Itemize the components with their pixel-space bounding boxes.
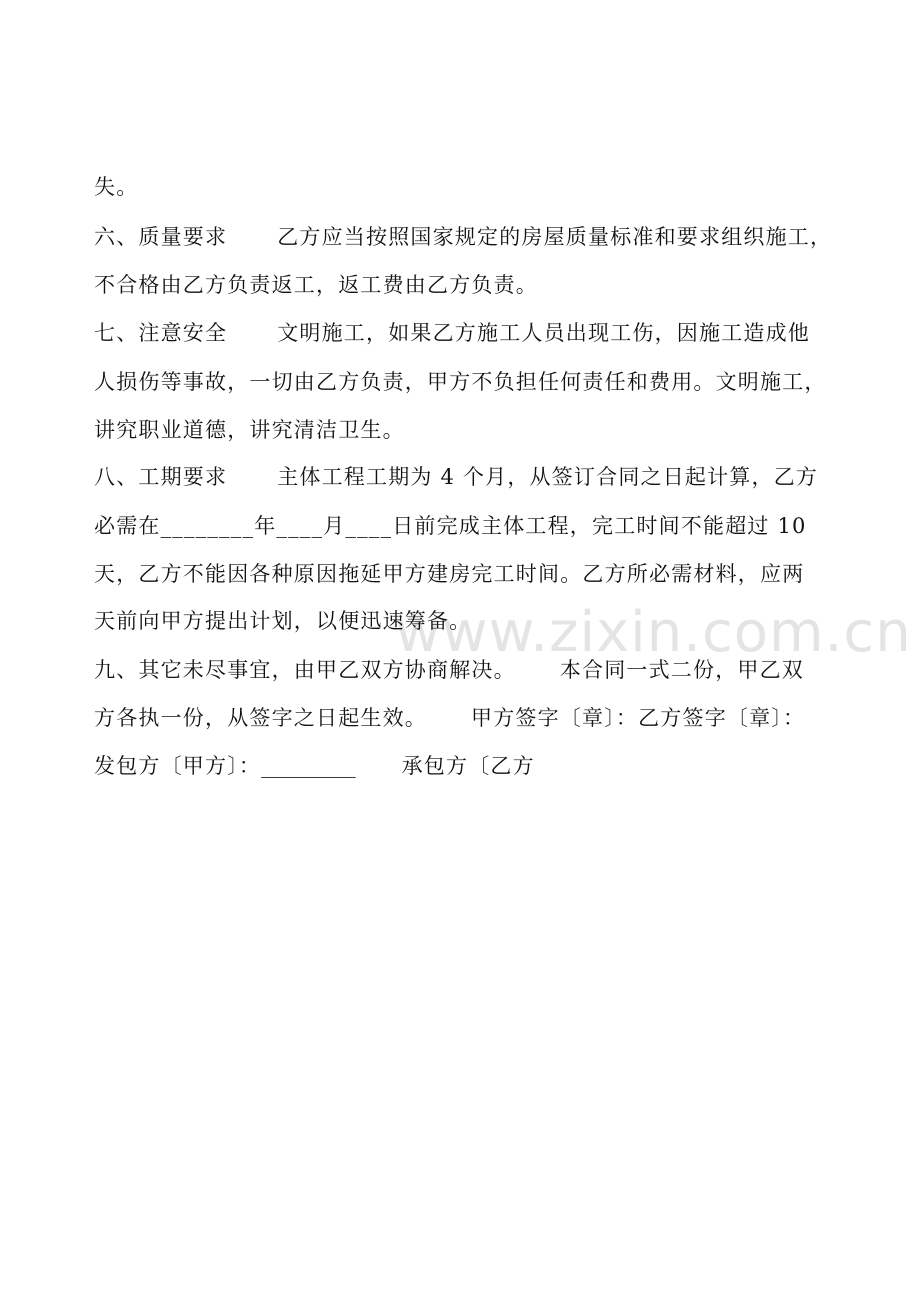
section-8-heading-line xyxy=(94,462,818,492)
section-7-label: 七、注意安全 xyxy=(94,321,228,345)
section-8-line-3 xyxy=(94,559,804,589)
section-6-text: 乙方应当按照国家规定的房屋质量标准和要求组织施工， xyxy=(277,225,833,249)
section-9-label: 九、其它未尽事宜，由甲乙双方协商解决。 xyxy=(94,658,516,682)
section-6-heading-line xyxy=(94,222,832,252)
section-8-line-4-text: 天前向甲方提出计划，以便迅速筹备。 xyxy=(94,609,472,633)
section-7-line-2-text: 人损伤等事故，一切由乙方负责，甲方不负担任何责任和费用。文明施工， xyxy=(94,370,827,394)
line-1-text: 失。 xyxy=(94,175,139,199)
section-8-label: 八、工期要求 xyxy=(94,465,228,489)
parties-line xyxy=(94,751,535,781)
section-7-text: 文明施工，如果乙方施工人员出现工伤，因施工造成他 xyxy=(277,321,811,345)
employer-blank: _________ xyxy=(261,754,356,778)
section-7-line-2 xyxy=(94,367,827,397)
watermark-text: www.zixin.com.cn xyxy=(395,600,912,665)
section-7-heading-line xyxy=(94,318,810,348)
contractor-label: 承包方〔乙方 xyxy=(401,754,535,778)
effective-clause: 方各执一份，从签字之日起生效。 xyxy=(94,706,427,730)
section-9-text: 本合同一式二份，甲乙双 xyxy=(559,658,805,682)
section-7-line-3 xyxy=(94,415,405,445)
section-6-line-2 xyxy=(94,270,538,300)
section-8-line-2 xyxy=(94,511,807,541)
section-6-line-2-text: 不合格由乙方负责返工，返工费由乙方负责。 xyxy=(94,273,538,297)
section-8-text: 主体工程工期为 4 个月，从签订合同之日起计算，乙方 xyxy=(277,465,819,489)
signature-labels: 甲方签字〔章〕：乙方签字〔章〕： xyxy=(471,706,806,730)
section-8-line-4 xyxy=(94,606,471,636)
section-9-heading-line xyxy=(94,655,804,685)
line-1 xyxy=(94,172,138,202)
section-6-label: 六、质量要求 xyxy=(94,225,228,249)
section-8-line-3-text: 天，乙方不能因各种原因拖延甲方建房完工时间。乙方所必需材料，应两 xyxy=(94,562,805,586)
section-9-line-2 xyxy=(94,703,805,733)
section-8-line-2-text: 必需在________年____月____日前完成主体工程，完工时间不能超过 10 xyxy=(94,514,807,538)
section-7-line-3-text: 讲究职业道德，讲究清洁卫生。 xyxy=(94,418,405,442)
employer-label: 发包方〔甲方〕： xyxy=(94,754,262,778)
